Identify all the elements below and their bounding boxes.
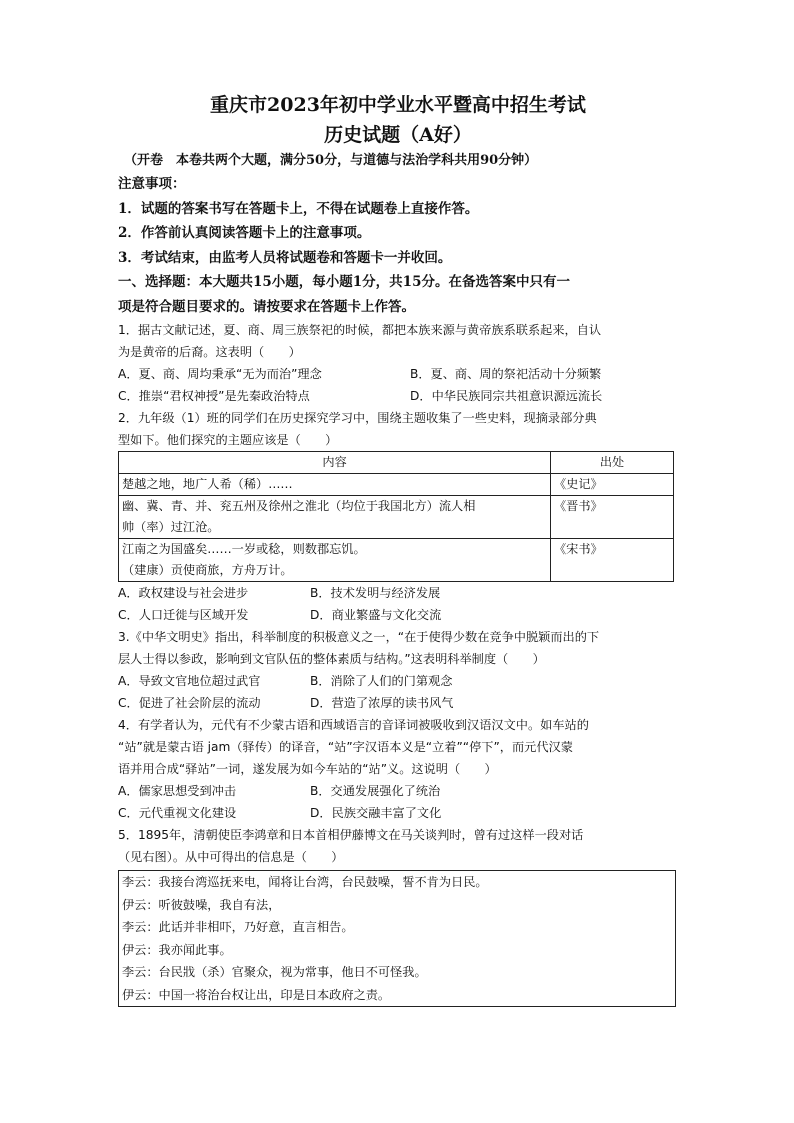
- question-1: [118, 319, 678, 407]
- option-b: B．消除了人们的门第观念: [310, 674, 453, 688]
- note-item: 3．考试结束，由监考人员将试题卷和答题卡一并收回。: [118, 249, 452, 266]
- question-stem: 4．有学者认为，元代有不少蒙古语和西域语言的音译词被吸收到汉语汉文中。如车站的: [118, 718, 589, 732]
- question-5: [118, 824, 678, 1007]
- note-item: 1．试题的答案书写在答题卡上，不得在试题卷上直接作答。: [118, 200, 479, 217]
- dialog-line: 伊云：听彼鼓噪，我自有法，: [122, 897, 281, 912]
- exam-title: 重庆市2023年初中学业水平暨高中招生考试: [210, 94, 586, 116]
- section-heading: [118, 270, 678, 319]
- exam-page: [118, 92, 678, 1007]
- section-heading-line: 项是符合题目要求的。请按要求在答题卡上作答。: [118, 298, 415, 315]
- option-c: C．元代重视文化建设: [118, 806, 237, 820]
- table-row: [119, 474, 674, 496]
- table-row: [119, 539, 674, 582]
- table-row: [119, 496, 674, 539]
- option-d: D．中华民族同宗共祖意识源远流长: [410, 389, 603, 403]
- option-b: B．技术发明与经济发展: [310, 586, 441, 600]
- source-table: [118, 451, 674, 582]
- table-cell-line: 幽、冀、青、并、兖五州及徐州之淮北（均位于我国北方）流人相: [122, 499, 476, 513]
- question-stem: 为是黄帝的后裔。这表明（ ）: [118, 345, 301, 359]
- table-cell-line: 楚越之地，地广人希（稀）……: [122, 477, 293, 491]
- table-cell-source: 《宋书》: [551, 539, 674, 582]
- option-a: A．儒家思想受到冲击: [118, 784, 237, 798]
- option-d: D．商业繁盛与文化交流: [310, 608, 442, 622]
- question-stem: 层人士得以参政，影响到文官队伍的整体素质与结构。”这表明科举制度（ ）: [118, 652, 545, 666]
- table-cell-line: （建康）贡使商旅，方舟万计。: [122, 563, 293, 577]
- question-2: [118, 407, 678, 626]
- exam-info: （开卷 本卷共两个大题，满分50分，与道德与法治学科共用90分钟）: [124, 153, 538, 168]
- question-stem: 型如下。他们探究的主题应该是（ ）: [118, 433, 338, 447]
- option-c: C．促进了社会阶层的流动: [118, 696, 261, 710]
- question-options: [118, 670, 678, 714]
- question-stem: （见右图）。从中可得出的信息是（ ）: [118, 850, 344, 864]
- question-stem: 3.《中华文明史》指出，科举制度的积极意义之一，“在于使得少数在竞争中脱颖而出的下: [118, 630, 600, 644]
- option-a: A．导致文官地位超过武官: [118, 674, 261, 688]
- question-4: [118, 714, 678, 824]
- table-cell-source: 《史记》: [551, 474, 674, 496]
- option-d: D．营造了浓厚的读书风气: [310, 696, 454, 710]
- dialog-line: 伊云：中国一将治台权让出，印是日本政府之责。: [122, 987, 391, 1002]
- section-heading-line: 一、选择题：本大题共15小题，每小题1分，共15分。在备选答案中只有一: [118, 274, 570, 290]
- table-cell-content: [119, 474, 551, 496]
- table-cell-line: 帅（率）过江沧。: [122, 520, 220, 534]
- option-c: C．推崇“君权神授”是先秦政治特点: [118, 389, 310, 403]
- question-stem: 1．据古文献记述，夏、商、周三族祭祀的时候，都把本族来源与黄帝族系联系起来，自认: [118, 323, 602, 337]
- dialog-line: 伊云：我亦闻此事。: [122, 942, 232, 957]
- option-a: A．政权建设与社会进步: [118, 586, 249, 600]
- option-c: C．人口迁徙与区域开发: [118, 608, 249, 622]
- question-options: [118, 582, 678, 626]
- question-stem: “站”就是蒙古语 jam（驿传）的译音，“站”字汉语本义是“立着”“停下”，而元代汉蒙: [118, 740, 573, 754]
- notes-heading: 注意事项：: [118, 176, 186, 192]
- option-b: B．夏、商、周的祭祀活动十分频繁: [410, 367, 602, 381]
- option-d: D．民族交融丰富了文化: [310, 806, 442, 820]
- dialog-line: 李云：我接台湾巡抚来电，闻将让台湾，台民鼓噪，誓不肯为日民。: [122, 875, 488, 889]
- table-cell-content: [119, 496, 551, 539]
- question-stem: 2．九年级（1）班的同学们在历史探究学习中，围绕主题收集了一些史料，现摘录部分典: [118, 411, 597, 425]
- option-b: B．交通发展强化了统治: [310, 784, 441, 798]
- option-a: A．夏、商、周均秉承“无为而治”理念: [118, 367, 322, 381]
- dialog-box: [118, 870, 676, 1007]
- table-cell-content: [119, 539, 551, 582]
- table-header-row: [119, 452, 674, 474]
- question-stem: 语并用合成“驿站”一词，遂发展为如今车站的“站”义。这说明（ ）: [118, 762, 497, 776]
- note-item: 2．作答前认真阅读答题卡上的注意事项。: [118, 225, 371, 241]
- dialog-line: 李云：此话并非相吓，乃好意，直言相告。: [122, 920, 354, 934]
- question-options: [118, 363, 678, 407]
- exam-subtitle: 历史试题（A好）: [324, 124, 472, 146]
- table-header-source: 出处: [551, 452, 674, 474]
- question-3: [118, 626, 678, 714]
- table-cell-source: 《晋书》: [551, 496, 674, 539]
- table-cell-line: 江南之为国盛矣……一岁或稔，则数郡忘饥。: [122, 542, 366, 556]
- question-stem: 5．1895年，清朝使臣李鸿章和日本首相伊藤博文在马关谈判时，曾有过这样一段对话: [118, 828, 584, 842]
- table-header-content: 内容: [119, 452, 551, 474]
- dialog-line: 李云：台民戕（杀）官聚众，视为常事，他日不可怪我。: [122, 965, 427, 979]
- question-options: [118, 780, 678, 824]
